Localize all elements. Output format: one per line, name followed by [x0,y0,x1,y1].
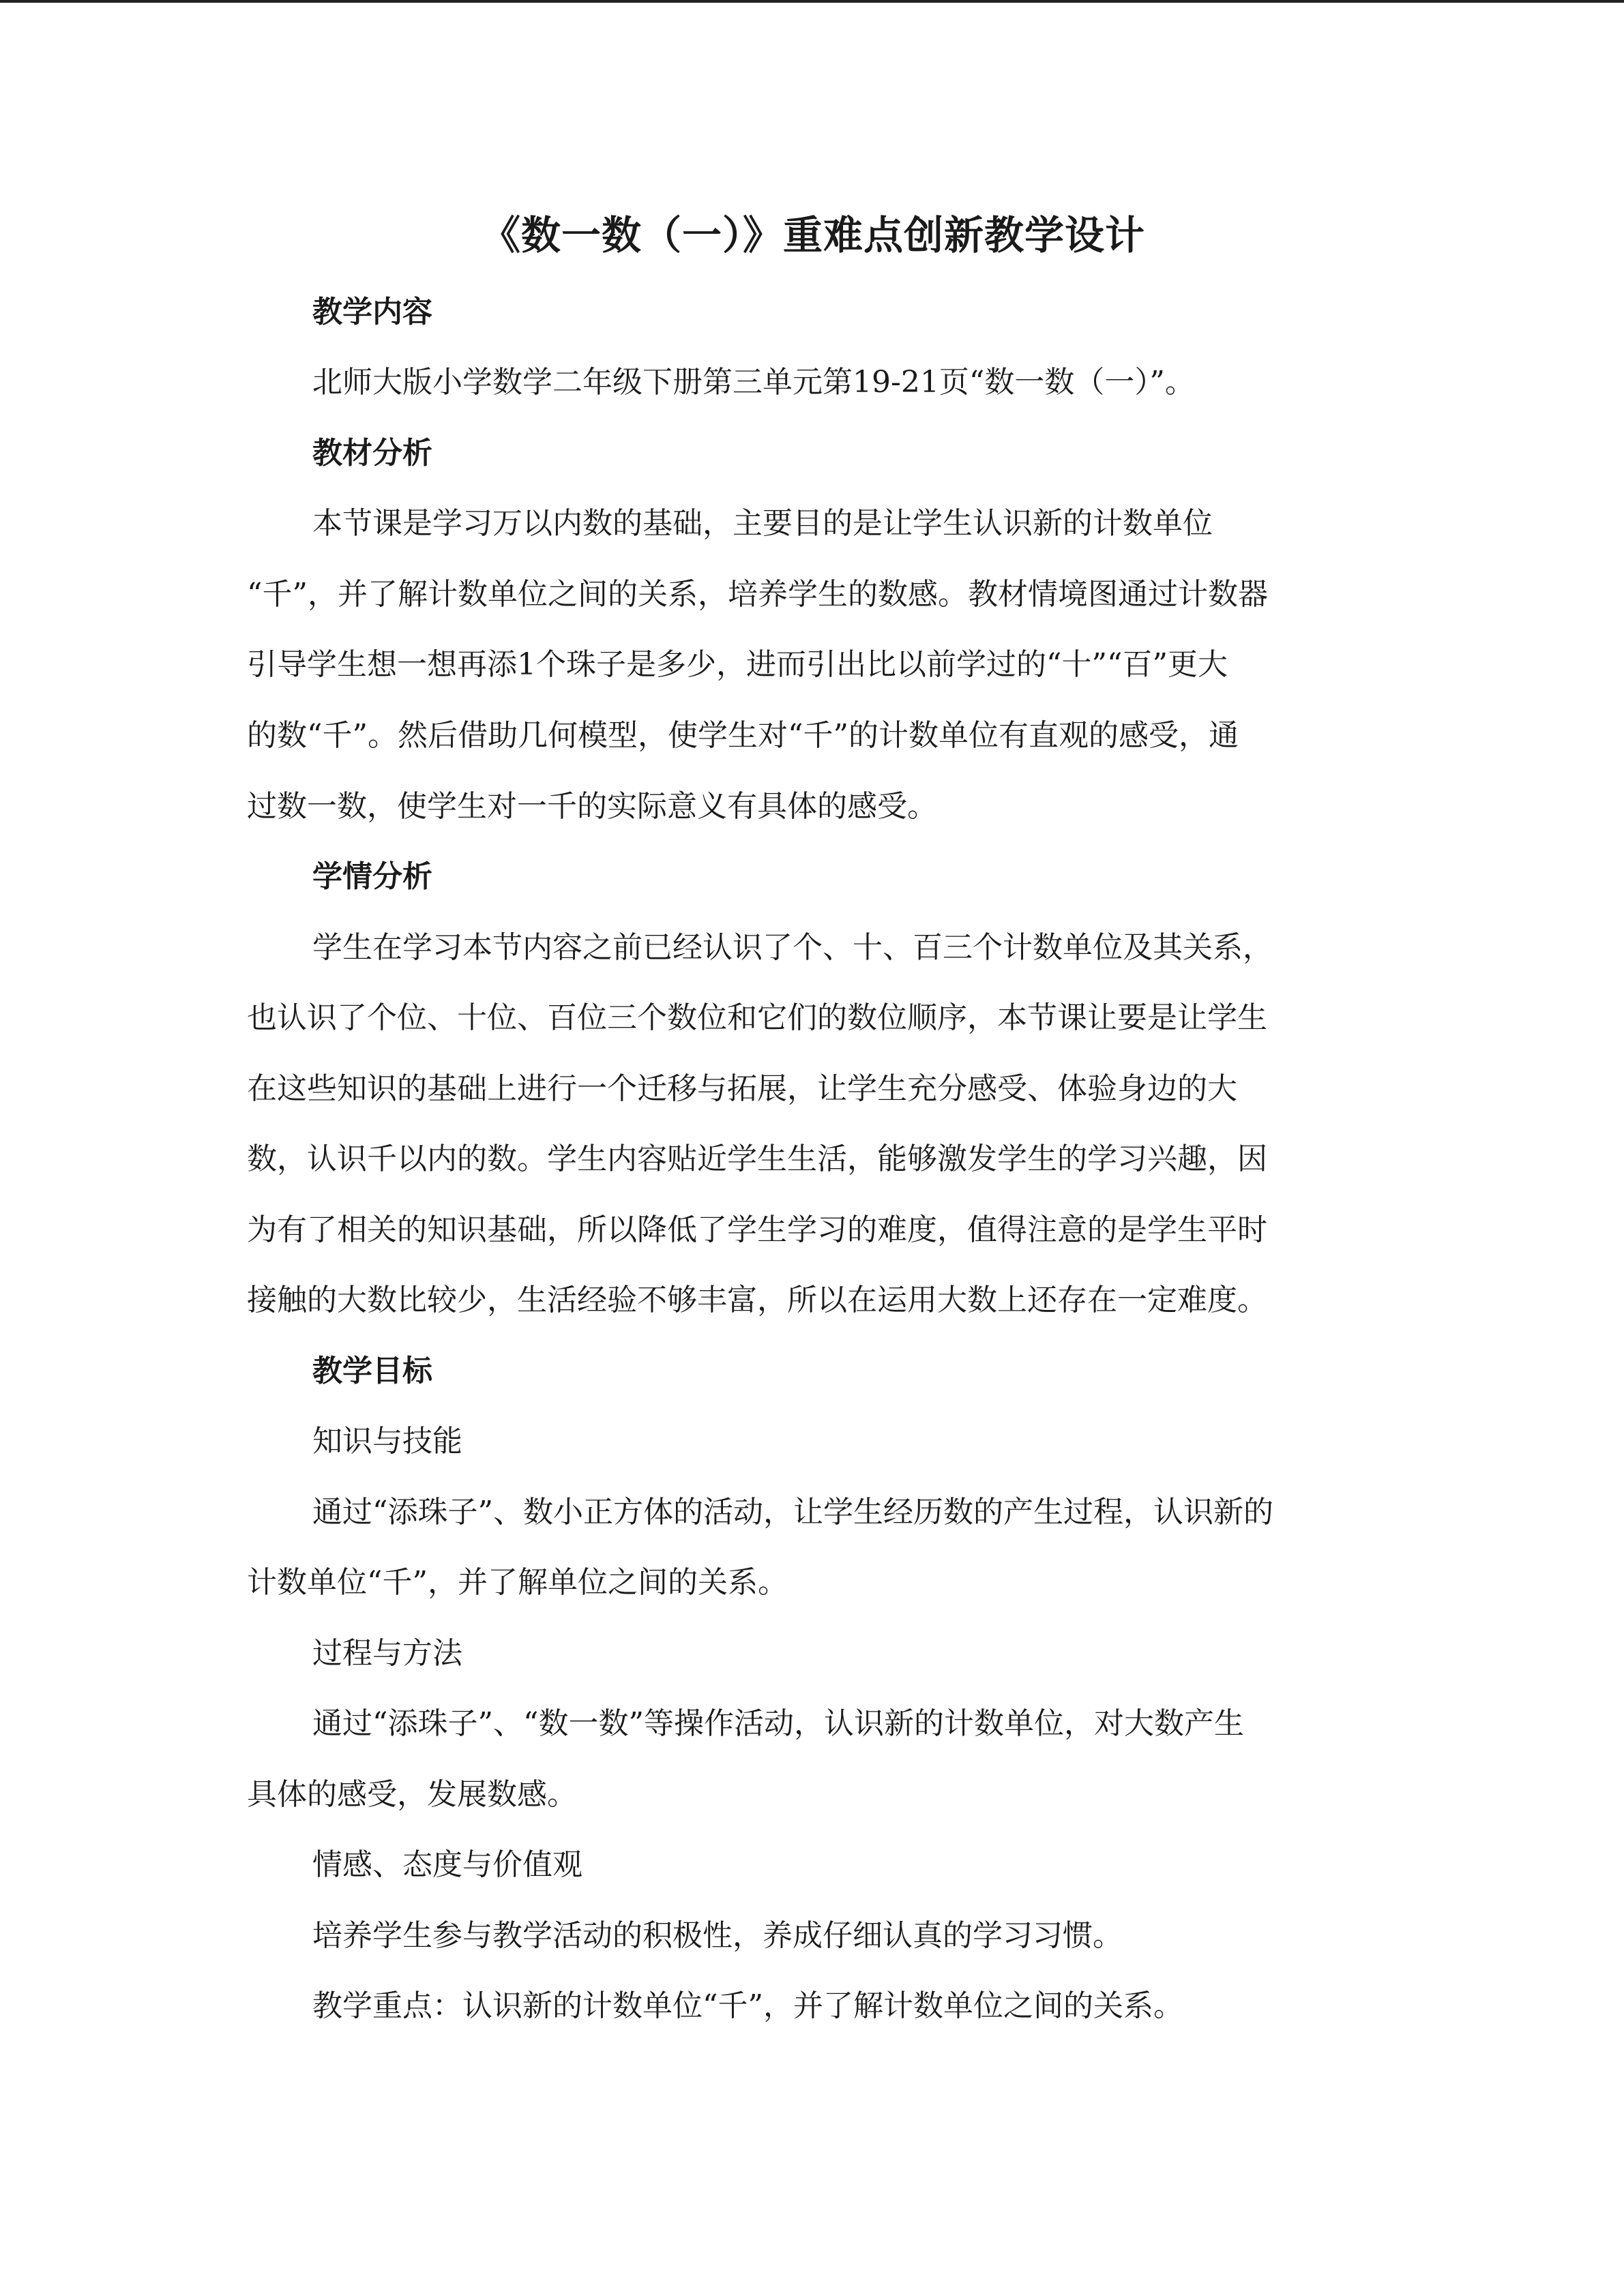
paragraph-line: 具体的感受，发展数感。 [247,1777,577,1812]
subheading-process-method: 过程与方法 [312,1636,462,1671]
paragraph-line: 计数单位“千”，并了解单位之间的关系。 [247,1565,788,1600]
paragraph-line: 学生在学习本节内容之前已经认识了个、十、百三个计数单位及其关系， [312,930,1273,965]
heading-teaching-goals: 教学目标 [312,1354,432,1388]
paragraph-line: 北师大版小学数学二年级下册第三单元第19-21页“数一数（一）”。 [312,365,1195,400]
subheading-emotion-attitude-values: 情感、态度与价值观 [312,1847,582,1882]
paragraph-line: 本节课是学习万以内数的基础，主要目的是让学生认识新的计数单位 [312,506,1213,541]
paragraph-line: 在这些知识的基础上进行一个迁移与拓展，让学生充分感受、体验身边的大 [247,1071,1237,1106]
paragraph-line: 的数“千”。然后借助几何模型，使学生对“千”的计数单位有直观的感受，通 [247,718,1239,753]
paragraph-line: 数，认识千以内的数。学生内容贴近学生生活，能够激发学生的学习兴趣，因 [247,1142,1267,1176]
teaching-key-point: 教学重点：认识新的计数单位“千”，并了解计数单位之间的关系。 [312,1988,1183,2023]
subheading-knowledge-skills: 知识与技能 [312,1424,462,1459]
heading-textbook-analysis: 教材分析 [312,436,432,471]
paragraph-line: 为有了相关的知识基础，所以降低了学生学习的难度，值得注意的是学生平时 [247,1212,1267,1247]
heading-teaching-content: 教学内容 [312,295,432,329]
heading-student-analysis: 学情分析 [312,859,432,894]
top-border-line [0,0,1624,3]
paragraph-line: 也认识了个位、十位、百位三个数位和它们的数位顺序，本节课让要是让学生 [247,1000,1267,1035]
paragraph-line: 过数一数，使学生对一千的实际意义有具体的感受。 [247,789,937,824]
paragraph-line: 培养学生参与教学活动的积极性，养成仔细认真的学习习惯。 [312,1918,1123,1953]
document-title: 《数一数（一）》重难点创新教学设计 [480,212,1145,258]
paragraph-line: 通过“添珠子”、“数一数”等操作活动，认识新的计数单位，对大数产生 [312,1706,1244,1741]
paragraph-line: 通过“添珠子”、数小正方体的活动，让学生经历数的产生过程，认识新的 [312,1495,1273,1530]
paragraph-line: 引导学生想一想再添1个珠子是多少，进而引出比以前学过的“十”“百”更大 [247,647,1228,682]
paragraph-line: “千”，并了解计数单位之间的关系，培养学生的数感。教材情境图通过计数器 [247,577,1268,612]
paragraph-line: 接触的大数比较少，生活经验不够丰富，所以在运用大数上还存在一定难度。 [247,1283,1267,1317]
